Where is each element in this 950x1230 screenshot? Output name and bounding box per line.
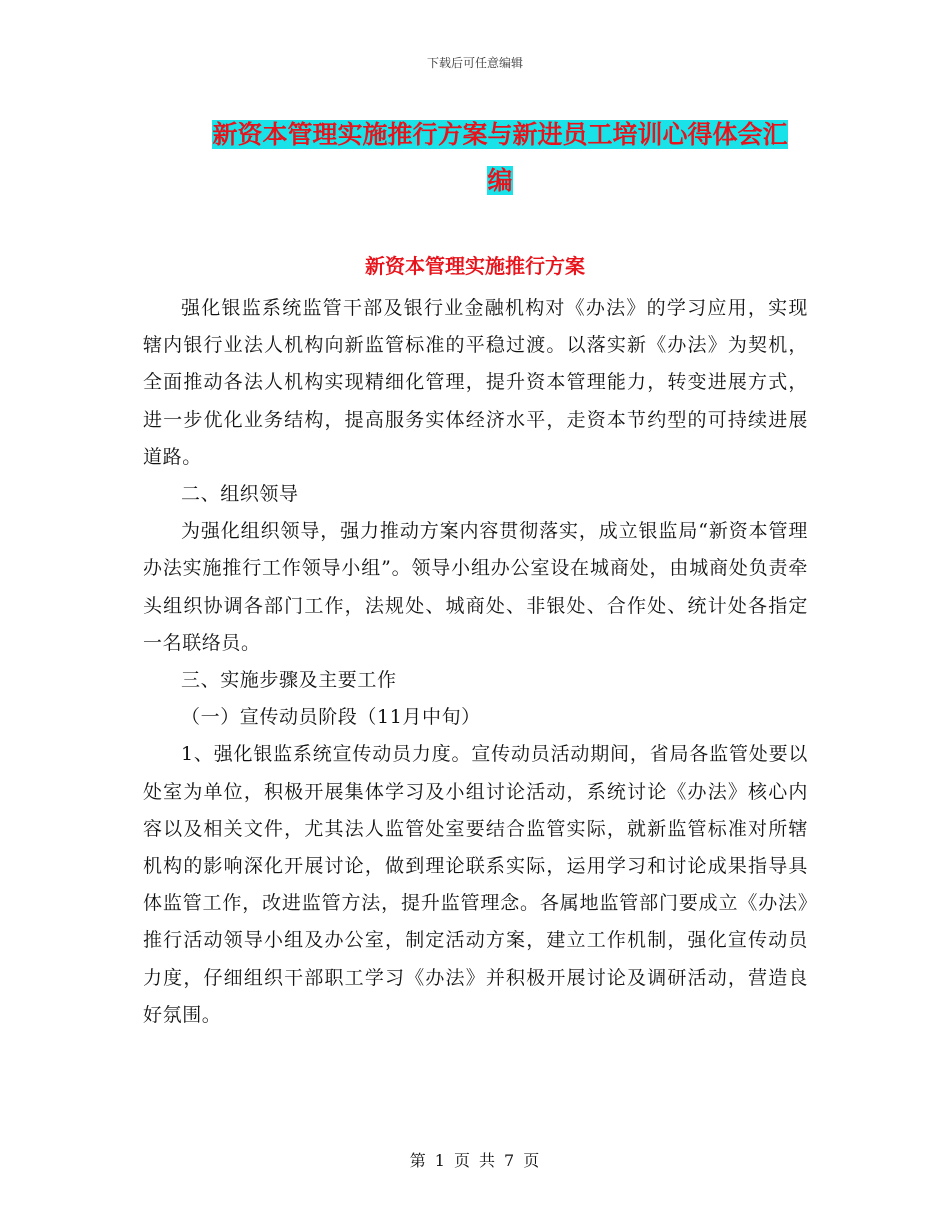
subheading-stage-one: （一）宣传动员阶段（11月中旬） [181,706,481,729]
document-body [143,290,808,1034]
section-title: 新资本管理实施推行方案 [365,254,585,278]
footer-total-label: 共 [479,1151,497,1170]
paragraph-intro: 强化银监系统监管干部及银行业金融机构对《办法》的学习应用，实现辖内银行业法人机构向新监管标准的平稳过渡。以落实新《办法》为契机，全面推动各法人机构实现精细化管理，提升资本管理能力，转变进展方式，进一步优化业务结构，提高服务实体经济水平，走资本节约型的可持续进展道路。 [143,297,808,468]
footer-suffix: 页 [523,1151,541,1170]
footer-page-word: 页 [453,1151,471,1170]
document-title-line-1: 新资本管理实施推行方案与新进员工培训心得体会汇 [212,120,788,149]
heading-steps: 三、实施步骤及主要工作 [181,669,397,692]
document-title [150,112,850,204]
footer-current-page: 1 [434,1151,446,1170]
footer-prefix: 第 [409,1151,427,1170]
heading-organization: 二、组织领导 [181,483,299,506]
paragraph-stage-one: 1、强化银监系统宣传动员力度。宣传动员活动期间，省局各监管处要以处室为单位，积极开展集体学习及小组讨论活动，系统讨论《办法》核心内容以及相关文件，尤其法人监管处室要结合监管实际，就新监管标准对所辖机构的影响深化开展讨论，做到理论联系实际，运用学习和讨论成果指导具体监管工作，改进监管方法，提升监管理念。各属地监管部门要成立《办法》推行活动领导小组及办公室，制定活动方案，建立工作机制，强化宣传动员力度，仔细组织干部职工学习《办法》并积极开展讨论及调研活动，营造良好氛围。 [143,743,808,1026]
document-title-line-2: 编 [487,166,513,195]
paragraph-organization: 为强化组织领导，强力推动方案内容贯彻落实，成立银监局“新资本管理办法实施推行工作领导小组”。领导小组办公室设在城商处，由城商处负责牵头组织协调各部门工作，法规处、城商处、非银处、合作处、统计处各指定一名联络员。 [143,520,808,654]
footer-total-pages: 7 [504,1151,516,1170]
header-note: 下载后可任意编辑 [426,56,523,70]
page-footer [0,1148,950,1171]
